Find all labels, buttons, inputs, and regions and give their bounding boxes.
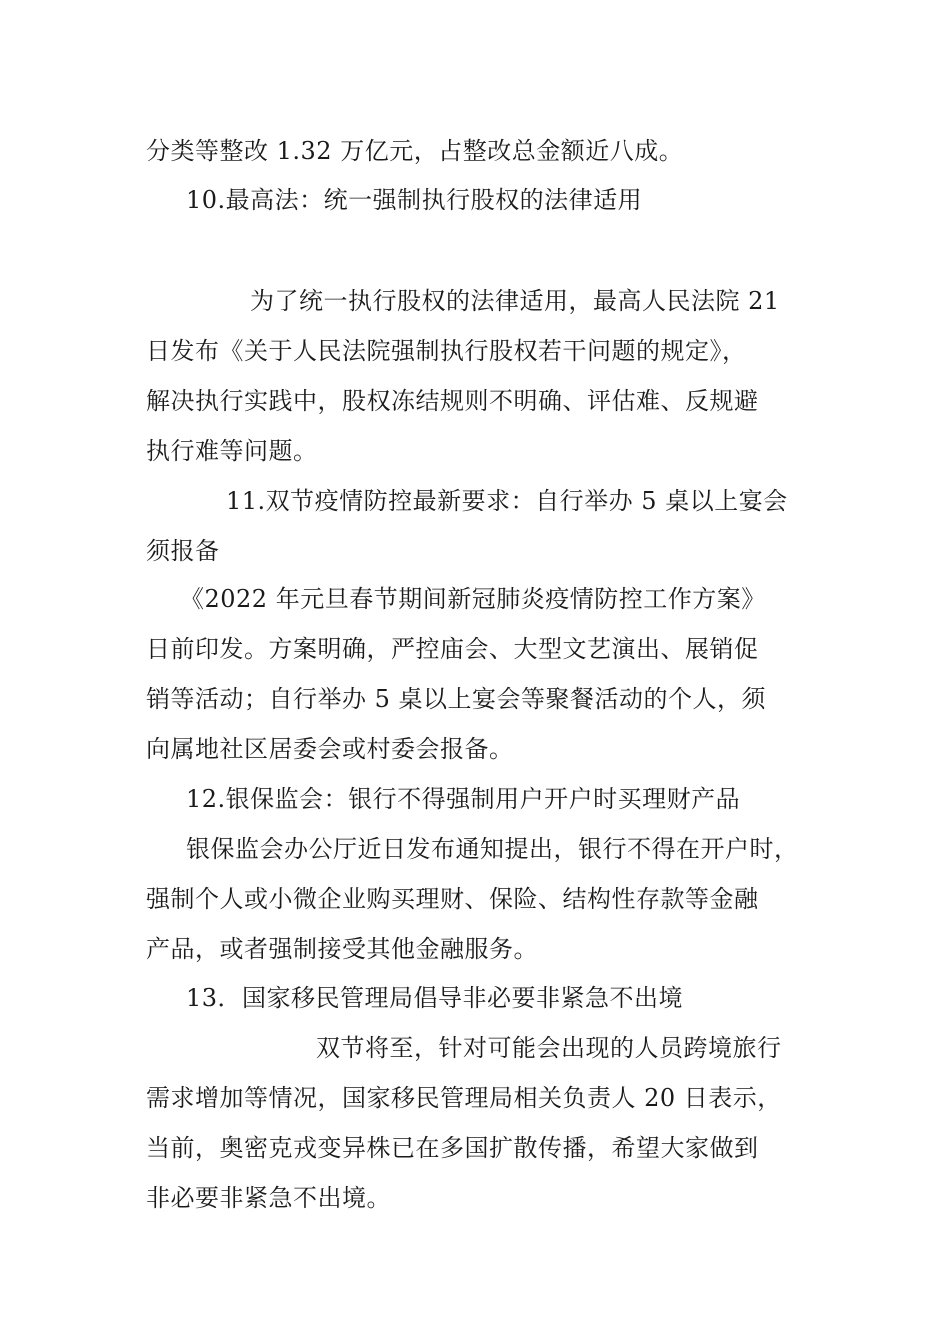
text-line: 双节将至，针对可能会出现的人员跨境旅行 xyxy=(316,1034,782,1062)
text-line: 销等活动；自行举办 5 桌以上宴会等聚餐活动的个人，须 xyxy=(146,685,767,713)
section-heading: 11.双节疫情防控最新要求：自行举办 5 桌以上宴会 xyxy=(226,487,788,515)
section-heading: 13．国家移民管理局倡导非必要非紧急不出境 xyxy=(186,984,684,1012)
text-line: 解决执行实践中，股权冻结规则不明确、评估难、反规避 xyxy=(146,387,759,415)
text-line: 《2022 年元旦春节期间新冠肺炎疫情防控工作方案》 xyxy=(180,585,766,613)
text-line: 日发布《关于人民法院强制执行股权若干问题的规定》， xyxy=(146,337,747,365)
section-heading: 12.银保监会：银行不得强制用户开户时买理财产品 xyxy=(186,785,741,813)
text-line: 强制个人或小微企业购买理财、保险、结构性存款等金融 xyxy=(146,885,759,913)
text-line: 向属地社区居委会或村委会报备。 xyxy=(146,735,514,763)
text-line: 产品，或者强制接受其他金融服务。 xyxy=(146,935,538,963)
text-line: 当前，奥密克戎变异株已在多国扩散传播，希望大家做到 xyxy=(146,1134,759,1162)
section-heading: 须报备 xyxy=(146,537,220,565)
text-line: 非必要非紧急不出境。 xyxy=(146,1184,391,1212)
text-line: 需求增加等情况，国家移民管理局相关负责人 20 日表示， xyxy=(146,1084,782,1112)
text-line: 分类等整改 1.32 万亿元，占整改总金额近八成。 xyxy=(146,137,684,165)
section-heading: 10.最高法：统一强制执行股权的法律适用 xyxy=(186,186,643,214)
text-line: 为了统一执行股权的法律适用，最高人民法院 21 xyxy=(250,287,780,315)
text-line: 银保监会办公厅近日发布通知提出，银行不得在开户时， xyxy=(186,835,799,863)
text-line: 执行难等问题。 xyxy=(146,437,318,465)
text-line: 日前印发。方案明确，严控庙会、大型文艺演出、展销促 xyxy=(146,635,759,663)
